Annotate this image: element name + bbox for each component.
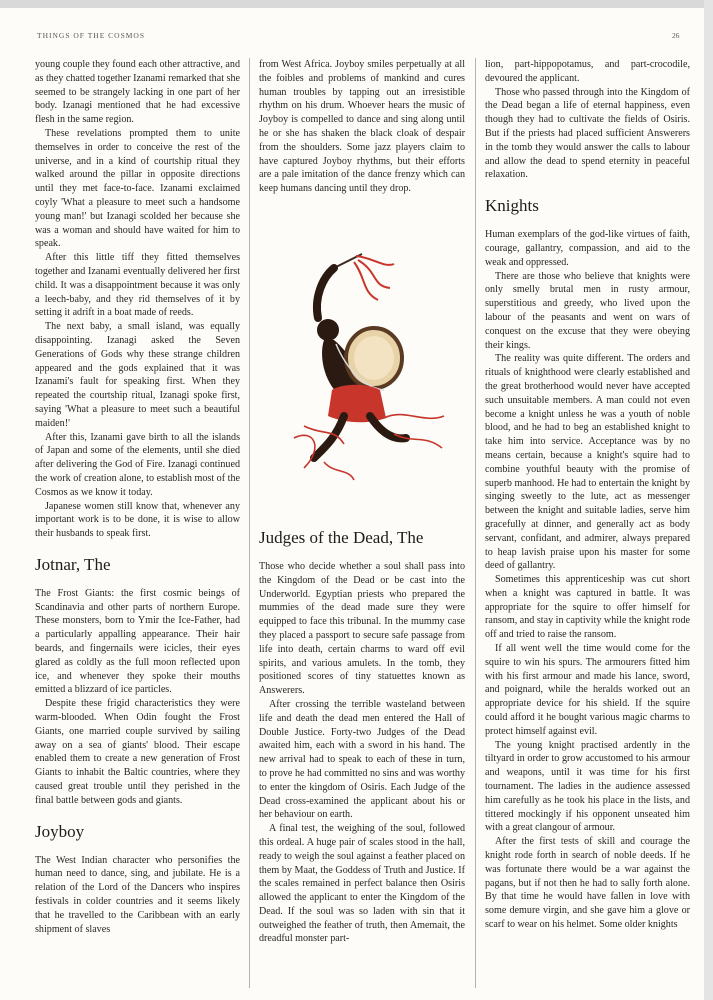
paragraph: Japanese women still know that, whenever any important work is to be done, it is wise to allow their husbands to speak first. — [35, 500, 240, 540]
paragraph: young couple they found each other attractive, and as they chatted together Izanami remarked that she seemed to be strangely lacking in one part of her body. Izanagi mentioned that he had excessive flesh in the same region. — [35, 59, 240, 126]
paragraph: Despite these frigid characteristics they were warm-blooded. When Odin fought the Frost Giants, one married couple survived by sailing away on a sea of giants' blood. Their escape enabled them to create a new generation of Frost Giants to inhabit the Baltic countries, where they caused great trouble until they perished in the final battle between gods and giants. — [35, 698, 240, 806]
entry-heading-judges-of-the-dead: Judges of the Dead, The — [259, 527, 424, 547]
red-fringe — [294, 415, 444, 480]
paragraph: The next baby, a small island, was equally disappointing. Izanagi asked the Seven Generations of Gods why these strange children appeared and the gods explained that it was Izanami's fault for speaking first. When they repeated the courtship ritual, Izanagi spoke first, saying 'What a pleasure to meet such a beautiful maiden!' — [35, 321, 240, 429]
paragraph: The Frost Giants: the first cosmic beings of Scandinavia and other parts of northern Europe. These monsters, born to Ymir the Ice-Father, had a particularly appalling appearance. Their hair beards, and fingernails were icicles, their eyes glared as coldly as the full moon reflected upon ice, and whenever they spoke their mouths emitted a blizzard of ice particles. — [35, 587, 240, 696]
red-skirt — [328, 385, 386, 423]
top-scroll-edge — [0, 0, 713, 8]
left-leg — [314, 416, 344, 458]
entry-heading-knights: Knights — [485, 196, 539, 216]
paragraph: Those who decide whether a soul shall pass into the Kingdom of the Dead or be cast into the Underworld. Egyptian priests who prepared the mummies of the dead made sure they were equipped to face this tribunal. In the mummy case they placed a passport to secure safe passage from life into death, certain charms to ward off evil spirits, and various amulets. In the tomb, they positioned scores of tiny statuettes known as Answerers. — [259, 560, 465, 697]
raised-arm — [317, 268, 334, 318]
column-rule — [249, 58, 250, 988]
running-title: THINGS OF THE COSMOS — [37, 31, 146, 40]
paragraph: There are those who believe that knights were only smelly brutal men in rusty armour, superstitious and greedy, who lived upon the labour of the peasants and went on wars of conquest on the excuse that they were obeying their kings. — [485, 270, 690, 351]
paragraph: Those who passed through into the Kingdom of the Dead began a life of eternal happiness, even though they had to cultivate the fields of Osiris. But if the priests had placed sufficient Answerers in the tomb they would answer the calls to labour and allow the dead to spend eternity in peaceful relaxation. — [485, 86, 690, 181]
column-1 — [35, 58, 240, 936]
column-rule — [475, 58, 476, 988]
drum-head — [354, 336, 394, 380]
right-scrollbar[interactable] — [704, 0, 713, 1000]
joyboy-drummer-illustration — [274, 248, 459, 488]
entry-heading-joyboy: Joyboy — [35, 821, 85, 841]
paragraph: After this, Izanami gave birth to all the islands of Japan and some of the elements, until she died after delivering the God of Fire. Izanagi continued the work of creation alone, to establish most of the Cosmos as we know it today. — [35, 431, 240, 498]
paragraph: Sometimes this apprenticeship was cut short when a knight was captured in battle. It was appropriate for the squire to offer himself for ransom, and stay in captivity while the knight rode off and tried to raise the ransom. — [485, 574, 690, 641]
page-number: 26 — [672, 31, 680, 40]
column-3 — [485, 58, 690, 932]
ribbons — [354, 256, 394, 300]
entry-heading-jotnar: Jotnar, The — [35, 554, 111, 574]
paragraph: If all went well the time would come for the squire to win his spurs. The armourers fitted him with his first armour and made his lance, sword, and poignard, while the heralds worked out an appropriate device for his shield. If the squire could afford it he bought various magic charms to protect himself against evil. — [485, 643, 690, 737]
paragraph: Human exemplars of the god-like virtues of faith, courage, gallantry, compassion, and aid to the weak and oppressed. — [485, 229, 690, 268]
paragraph: These revelations prompted them to unite themselves in order to conceive the rest of the universe, and in a kind of courtship ritual they walked around the pillar in opposite directions until they met face-to-face. Izanami exclaimed coyly 'What a pleasure to meet such a handsome young man!' but Izanagi scolded her because she was a woman and should have waited for him to speak. — [35, 127, 240, 250]
paragraph: After this little tiff they fitted themselves together and Izanami eventually delivered her first child. It was a disappointment because it was only a leech-baby, and they rid themselves of it by setting it adrift in a boat made of reeds. — [35, 252, 240, 319]
paragraph: The reality was quite different. The orders and rituals of knighthood were clearly established and the great brotherhood would never have accepted such unsuitable members. A man could not even become a knight unless he was a youth of noble blood, and he had to beg an established knight to take him into service. Acceptance was by no means certain, because a knight's squire had to combine youthful beauty with the promise of superb manhood. He had to entertain the knight by singing sweetly to the lute, act as messenger between the knight and suitable ladies, serve him gracefully at dinner, and generally act as body servant, confidant, and admirer, always prepared to heap lavish praise upon his master for some deed of gallantry. — [485, 353, 690, 572]
head — [317, 319, 339, 341]
right-leg — [370, 416, 406, 438]
paragraph: from West Africa. Joyboy smiles perpetually at all the foibles and problems of mankind and cures human troubles by tapping out an irresistible rhythm on his drum. Whoever hears the music of Joyboy is compelled to dance and sing along until he or she has shaken the black cloak of despair from the shoulders. Some jazz players claim to have captured Joyboy rhythms, but their efforts are a pale imitation of the dance frenzy which can keep humans dancing until they drop. — [259, 59, 465, 195]
paragraph: The West Indian character who personifies the human need to dance, sing, and jubilate. He is a relation of the Lord of the Dancers who inspires festivals in colder countries and it seems likely that he travelled to the Caribbean with an early shipment of slaves — [35, 854, 240, 935]
paragraph: The young knight practised ardently in the tiltyard in order to grow accustomed to his armour and weapons, until it was time for his first tournament. The ladies in the audience assessed him carefully as he took his place in the lists, and tittered mockingly if his opponent unseated him with a great clangour of armour. — [485, 739, 690, 834]
column-2 — [259, 58, 465, 946]
paragraph: After crossing the terrible wasteland between life and death the dead men entered the Hall of Double Justice. Forty-two Judges of the Dead awaited him, each with a sword in his hand. The new arrival had to speak to each of these in turn, to prove he had committed no sins and was worthy to enter the kingdom of Osiris. Each Judge of the Dead cross-examined the applicant about his or her behaviour on earth. — [259, 698, 465, 821]
paragraph: lion, part-hippopotamus, and part-crocodile, devoured the applicant. — [485, 59, 690, 84]
paragraph: A final test, the weighing of the soul, followed this ordeal. A huge pair of scales stood in the hall, ready to weigh the soul against a feather placed on them by Maat, the Goddess of Truth and Justice. If the scales remained in perfect balance then Osiris allowed the applicant to enter the Kingdom of the Dead. If the soul was so laden with sin that it outweighed the feather of truth, then Amemait, the dreadful monster part- — [259, 823, 465, 945]
paragraph: After the first tests of skill and courage the knight rode forth in search of noble deeds. If he was fortunate there would be a war against the pagans, but if not then he had to sally forth alone. By that time he would have fallen in love with some demure virgin, and she gave him a glove or scarf to wear on his helmet. Some older knights — [485, 836, 690, 931]
